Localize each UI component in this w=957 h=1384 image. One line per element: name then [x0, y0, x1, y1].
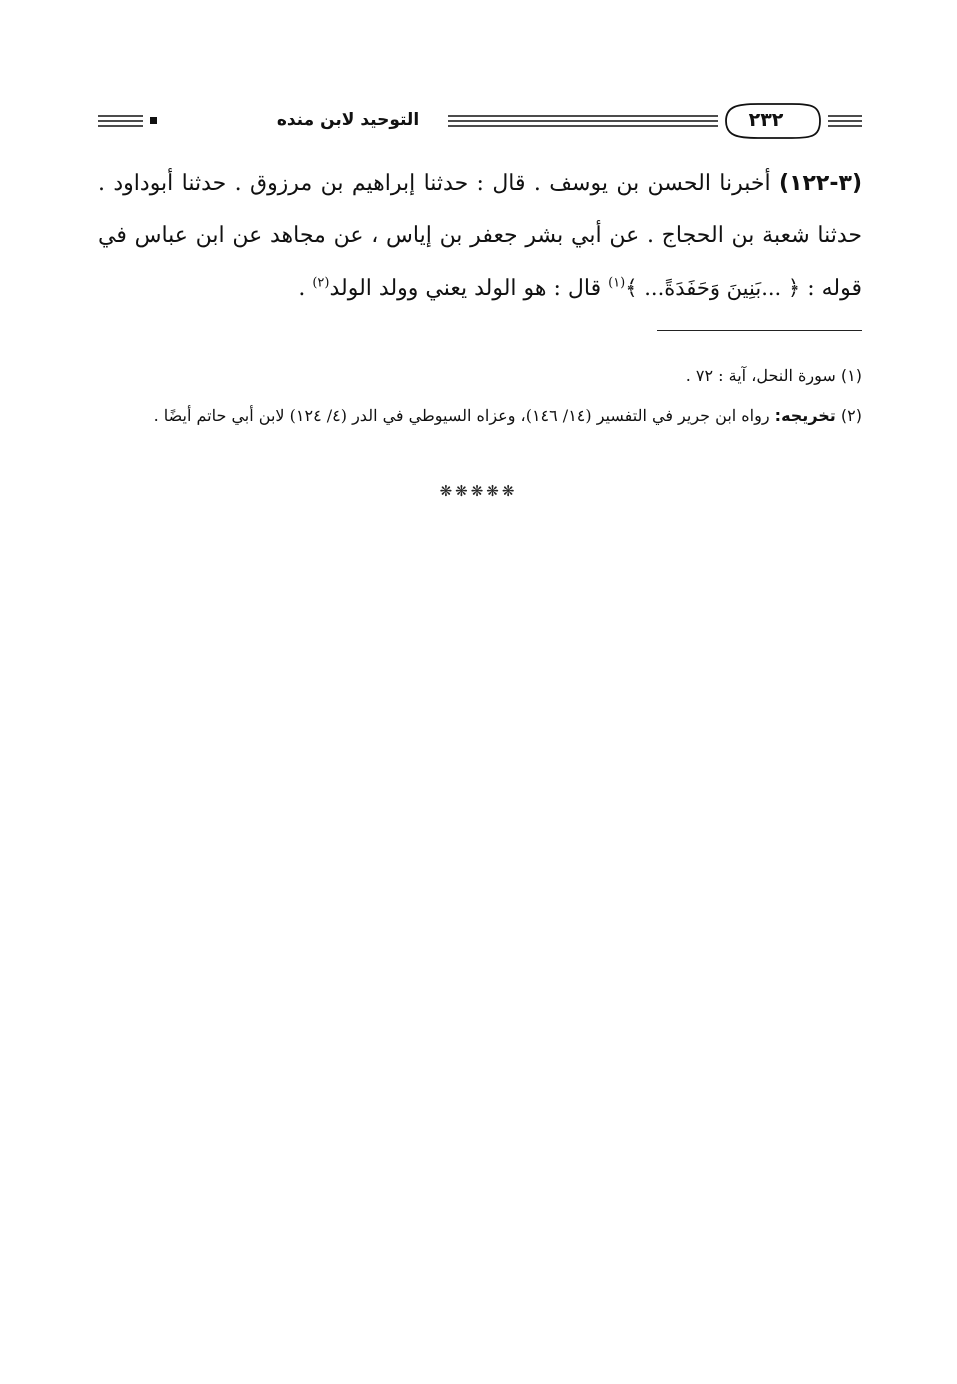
running-header [98, 100, 862, 142]
footnote-text: رواه ابن جرير في التفسير (١٤/ ١٤٦)، وعزاه السيوطي في الدر (٤/ ١٢٤) لابن أبي حاتم أيضًا . [153, 406, 770, 425]
footnote-2 [98, 398, 862, 434]
footnote-ref-2: (٢) [312, 275, 330, 291]
section-end-ornament: ❋❋❋❋❋ [439, 482, 518, 500]
page-number: ٢٣٢ [748, 109, 784, 131]
footnotes [98, 358, 862, 438]
quran-quote: ﴿ ...بَنِينَ وَحَفَدَةً... ﴾ [625, 276, 801, 300]
hadith-matn-text: قال : هو الولد يعني وولد الولد [329, 276, 602, 301]
hadith-closing-punct: . [298, 276, 306, 301]
hadith-isnad-text: أخبرنا الحسن بن يوسف . قال : حدثنا إبراهيم بن مرزوق . حدثنا أبوداود . حدثنا شعبة بن الحجاج . عن أبي بشر جعفر بن إياس ، عن مجاهد عن ابن عباس في قوله : [98, 171, 862, 301]
running-title: التوحيد لابن منده [248, 106, 448, 134]
footnote-text: سورة النحل، آية : ٧٢ . [685, 366, 836, 385]
hadith-paragraph [98, 158, 862, 315]
footnote-ref-1: (١) [608, 275, 626, 291]
footnote-mark: (٢) [840, 406, 862, 425]
footnote-mark: (١) [840, 366, 862, 385]
footnote-1 [98, 358, 862, 394]
footnote-label: تخريجه: [774, 406, 836, 425]
footnote-separator [657, 330, 862, 331]
hadith-number: (٣-١٢٢) [779, 171, 863, 196]
